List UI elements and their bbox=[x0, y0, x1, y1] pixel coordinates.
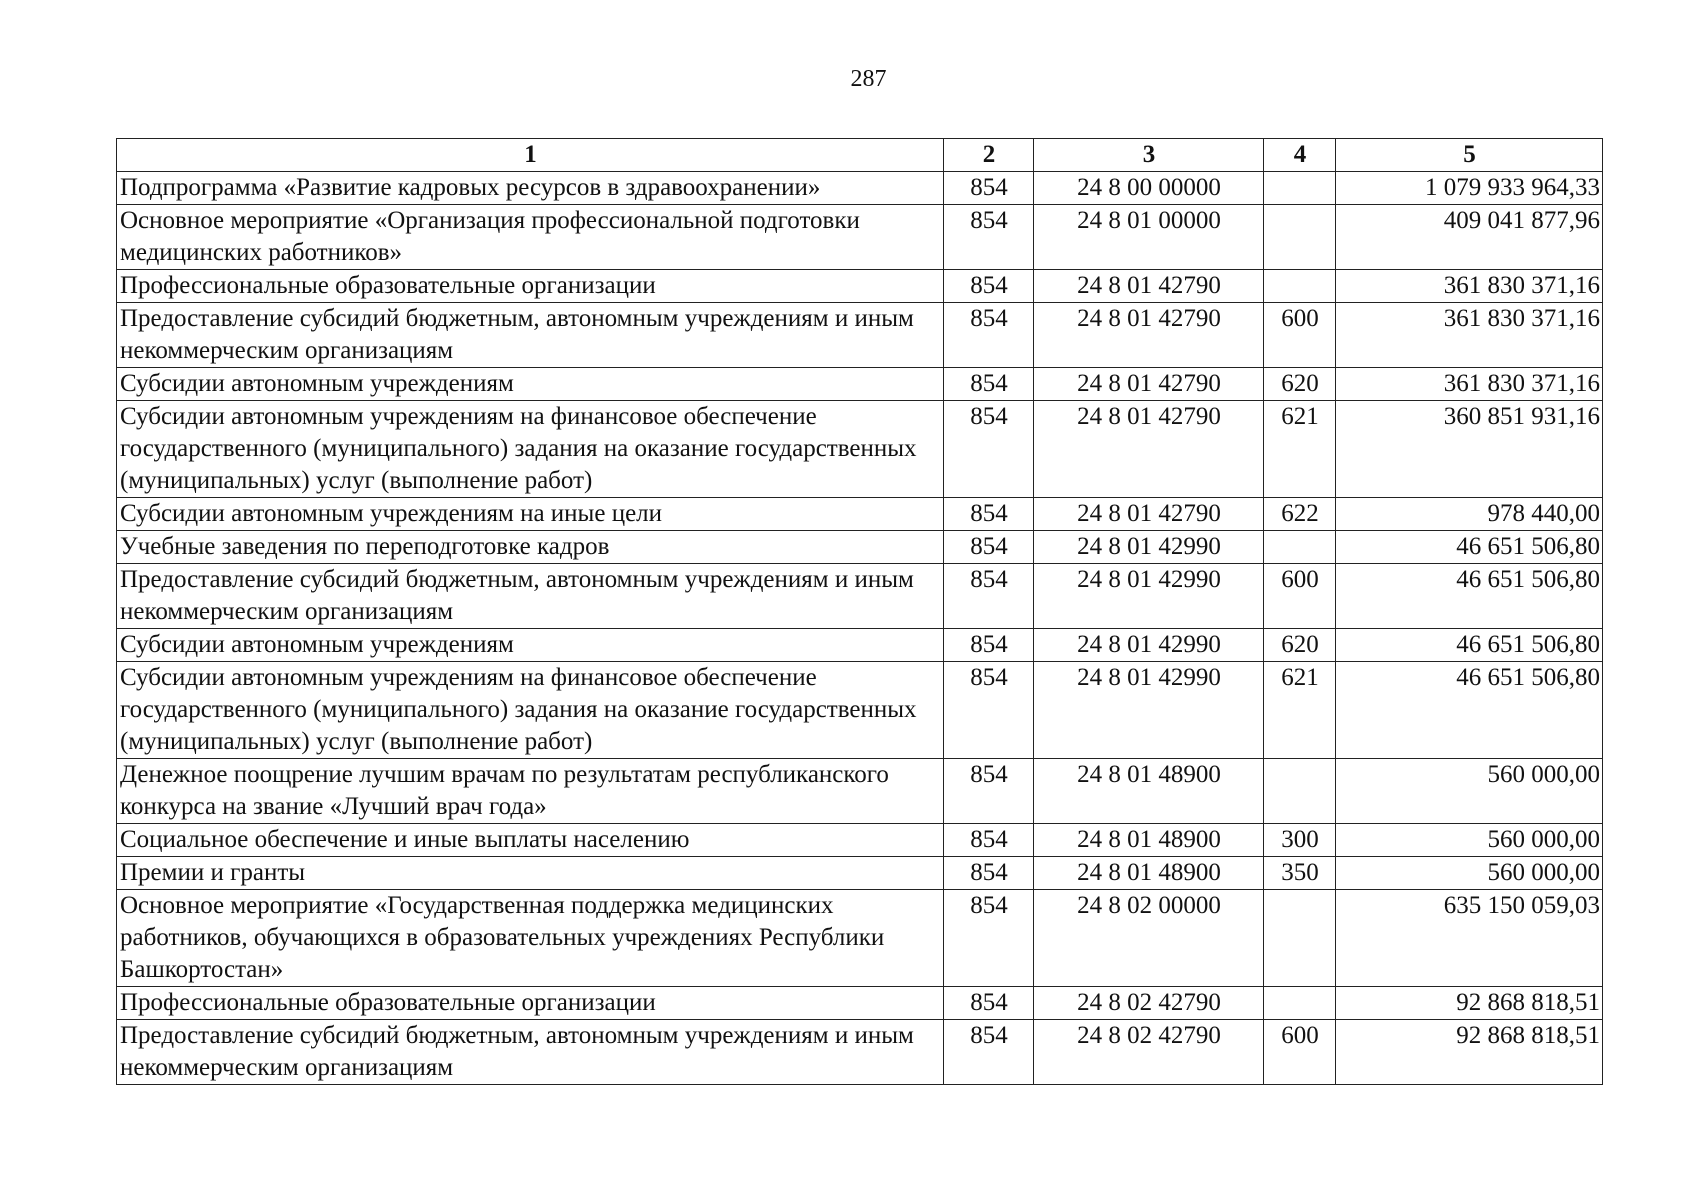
table-row bbox=[117, 564, 1603, 629]
cell-expense-type bbox=[1264, 531, 1336, 564]
cell-target-article: 24 8 02 42790 bbox=[1034, 1020, 1264, 1085]
cell-target-article: 24 8 01 48900 bbox=[1034, 857, 1264, 890]
table-row bbox=[117, 857, 1603, 890]
cell-name: Премии и гранты bbox=[117, 857, 944, 890]
cell-name: Предоставление субсидий бюджетным, автономным учреждениям и иным некоммерческим организациям bbox=[117, 1020, 944, 1085]
cell-amount: 560 000,00 bbox=[1336, 759, 1603, 824]
table-row bbox=[117, 401, 1603, 498]
cell-expense-type bbox=[1264, 172, 1336, 205]
cell-name: Социальное обеспечение и иные выплаты населению bbox=[117, 824, 944, 857]
cell-name: Денежное поощрение лучшим врачам по результатам республиканского конкурса на звание «Лучший врач года» bbox=[117, 759, 944, 824]
cell-expense-type bbox=[1264, 270, 1336, 303]
cell-amount: 1 079 933 964,33 bbox=[1336, 172, 1603, 205]
budget-table bbox=[116, 138, 1603, 1085]
cell-target-article: 24 8 01 42990 bbox=[1034, 662, 1264, 759]
cell-name: Субсидии автономным учреждениям bbox=[117, 368, 944, 401]
cell-target-article: 24 8 01 42990 bbox=[1034, 564, 1264, 629]
cell-name: Предоставление субсидий бюджетным, автономным учреждениям и иным некоммерческим организациям bbox=[117, 564, 944, 629]
cell-amount: 92 868 818,51 bbox=[1336, 1020, 1603, 1085]
cell-expense-type: 350 bbox=[1264, 857, 1336, 890]
cell-target-article: 24 8 01 42790 bbox=[1034, 401, 1264, 498]
cell-amount: 46 651 506,80 bbox=[1336, 629, 1603, 662]
cell-name: Субсидии автономным учреждениям на финансовое обеспечение государственного (муниципального) задания на оказание государственных (муниципальных) услуг (выполнение работ) bbox=[117, 662, 944, 759]
table-row bbox=[117, 205, 1603, 270]
cell-expense-type: 620 bbox=[1264, 629, 1336, 662]
cell-grbs: 854 bbox=[944, 1020, 1034, 1085]
cell-target-article: 24 8 01 42790 bbox=[1034, 498, 1264, 531]
cell-name: Основное мероприятие «Организация профессиональной подготовки медицинских работников» bbox=[117, 205, 944, 270]
cell-grbs: 854 bbox=[944, 987, 1034, 1020]
cell-expense-type: 600 bbox=[1264, 1020, 1336, 1085]
cell-grbs: 854 bbox=[944, 401, 1034, 498]
cell-target-article: 24 8 01 48900 bbox=[1034, 824, 1264, 857]
cell-grbs: 854 bbox=[944, 205, 1034, 270]
table-row bbox=[117, 987, 1603, 1020]
cell-expense-type: 300 bbox=[1264, 824, 1336, 857]
cell-grbs: 854 bbox=[944, 629, 1034, 662]
cell-expense-type bbox=[1264, 759, 1336, 824]
table-row bbox=[117, 303, 1603, 368]
table-row bbox=[117, 824, 1603, 857]
cell-grbs: 854 bbox=[944, 662, 1034, 759]
cell-amount: 46 651 506,80 bbox=[1336, 564, 1603, 629]
table-row bbox=[117, 629, 1603, 662]
cell-grbs: 854 bbox=[944, 270, 1034, 303]
cell-target-article: 24 8 01 00000 bbox=[1034, 205, 1264, 270]
table-row bbox=[117, 368, 1603, 401]
cell-amount: 409 041 877,96 bbox=[1336, 205, 1603, 270]
cell-target-article: 24 8 01 42790 bbox=[1034, 303, 1264, 368]
cell-target-article: 24 8 01 42790 bbox=[1034, 368, 1264, 401]
cell-expense-type bbox=[1264, 205, 1336, 270]
cell-expense-type bbox=[1264, 890, 1336, 987]
table-row bbox=[117, 890, 1603, 987]
cell-target-article: 24 8 01 42790 bbox=[1034, 270, 1264, 303]
cell-target-article: 24 8 01 48900 bbox=[1034, 759, 1264, 824]
column-header-5: 5 bbox=[1336, 139, 1603, 172]
table-row bbox=[117, 498, 1603, 531]
cell-grbs: 854 bbox=[944, 857, 1034, 890]
table-row bbox=[117, 1020, 1603, 1085]
cell-amount: 560 000,00 bbox=[1336, 857, 1603, 890]
cell-expense-type: 622 bbox=[1264, 498, 1336, 531]
cell-expense-type: 621 bbox=[1264, 401, 1336, 498]
cell-grbs: 854 bbox=[944, 759, 1034, 824]
cell-name: Учебные заведения по переподготовке кадров bbox=[117, 531, 944, 564]
column-header-1: 1 bbox=[117, 139, 944, 172]
cell-amount: 635 150 059,03 bbox=[1336, 890, 1603, 987]
cell-expense-type: 620 bbox=[1264, 368, 1336, 401]
cell-grbs: 854 bbox=[944, 890, 1034, 987]
cell-target-article: 24 8 00 00000 bbox=[1034, 172, 1264, 205]
cell-amount: 360 851 931,16 bbox=[1336, 401, 1603, 498]
cell-grbs: 854 bbox=[944, 824, 1034, 857]
cell-target-article: 24 8 01 42990 bbox=[1034, 531, 1264, 564]
cell-name: Основное мероприятие «Государственная поддержка медицинских работников, обучающихся в образовательных учреждениях Республики Башкортостан» bbox=[117, 890, 944, 987]
cell-grbs: 854 bbox=[944, 172, 1034, 205]
cell-expense-type: 600 bbox=[1264, 303, 1336, 368]
page-number: 287 bbox=[850, 66, 887, 92]
cell-grbs: 854 bbox=[944, 368, 1034, 401]
cell-target-article: 24 8 02 42790 bbox=[1034, 987, 1264, 1020]
cell-amount: 978 440,00 bbox=[1336, 498, 1603, 531]
table-header-row bbox=[117, 139, 1603, 172]
cell-expense-type: 600 bbox=[1264, 564, 1336, 629]
cell-amount: 361 830 371,16 bbox=[1336, 368, 1603, 401]
cell-expense-type: 621 bbox=[1264, 662, 1336, 759]
cell-amount: 46 651 506,80 bbox=[1336, 531, 1603, 564]
cell-amount: 560 000,00 bbox=[1336, 824, 1603, 857]
cell-grbs: 854 bbox=[944, 564, 1034, 629]
cell-expense-type bbox=[1264, 987, 1336, 1020]
cell-name: Субсидии автономным учреждениям bbox=[117, 629, 944, 662]
column-header-4: 4 bbox=[1264, 139, 1336, 172]
cell-name: Предоставление субсидий бюджетным, автономным учреждениям и иным некоммерческим организациям bbox=[117, 303, 944, 368]
cell-amount: 361 830 371,16 bbox=[1336, 270, 1603, 303]
cell-name: Субсидии автономным учреждениям на финансовое обеспечение государственного (муниципального) задания на оказание государственных (муниципальных) услуг (выполнение работ) bbox=[117, 401, 944, 498]
cell-amount: 361 830 371,16 bbox=[1336, 303, 1603, 368]
cell-target-article: 24 8 02 00000 bbox=[1034, 890, 1264, 987]
table-row bbox=[117, 172, 1603, 205]
cell-target-article: 24 8 01 42990 bbox=[1034, 629, 1264, 662]
table-row bbox=[117, 759, 1603, 824]
cell-name: Подпрограмма «Развитие кадровых ресурсов в здравоохранении» bbox=[117, 172, 944, 205]
cell-grbs: 854 bbox=[944, 531, 1034, 564]
cell-grbs: 854 bbox=[944, 498, 1034, 531]
column-header-3: 3 bbox=[1034, 139, 1264, 172]
table-row bbox=[117, 270, 1603, 303]
cell-amount: 46 651 506,80 bbox=[1336, 662, 1603, 759]
cell-name: Субсидии автономным учреждениям на иные цели bbox=[117, 498, 944, 531]
table-body bbox=[117, 172, 1603, 1085]
cell-name: Профессиональные образовательные организации bbox=[117, 270, 944, 303]
table-row bbox=[117, 662, 1603, 759]
column-header-2: 2 bbox=[944, 139, 1034, 172]
table-row bbox=[117, 531, 1603, 564]
cell-amount: 92 868 818,51 bbox=[1336, 987, 1603, 1020]
cell-name: Профессиональные образовательные организации bbox=[117, 987, 944, 1020]
cell-grbs: 854 bbox=[944, 303, 1034, 368]
